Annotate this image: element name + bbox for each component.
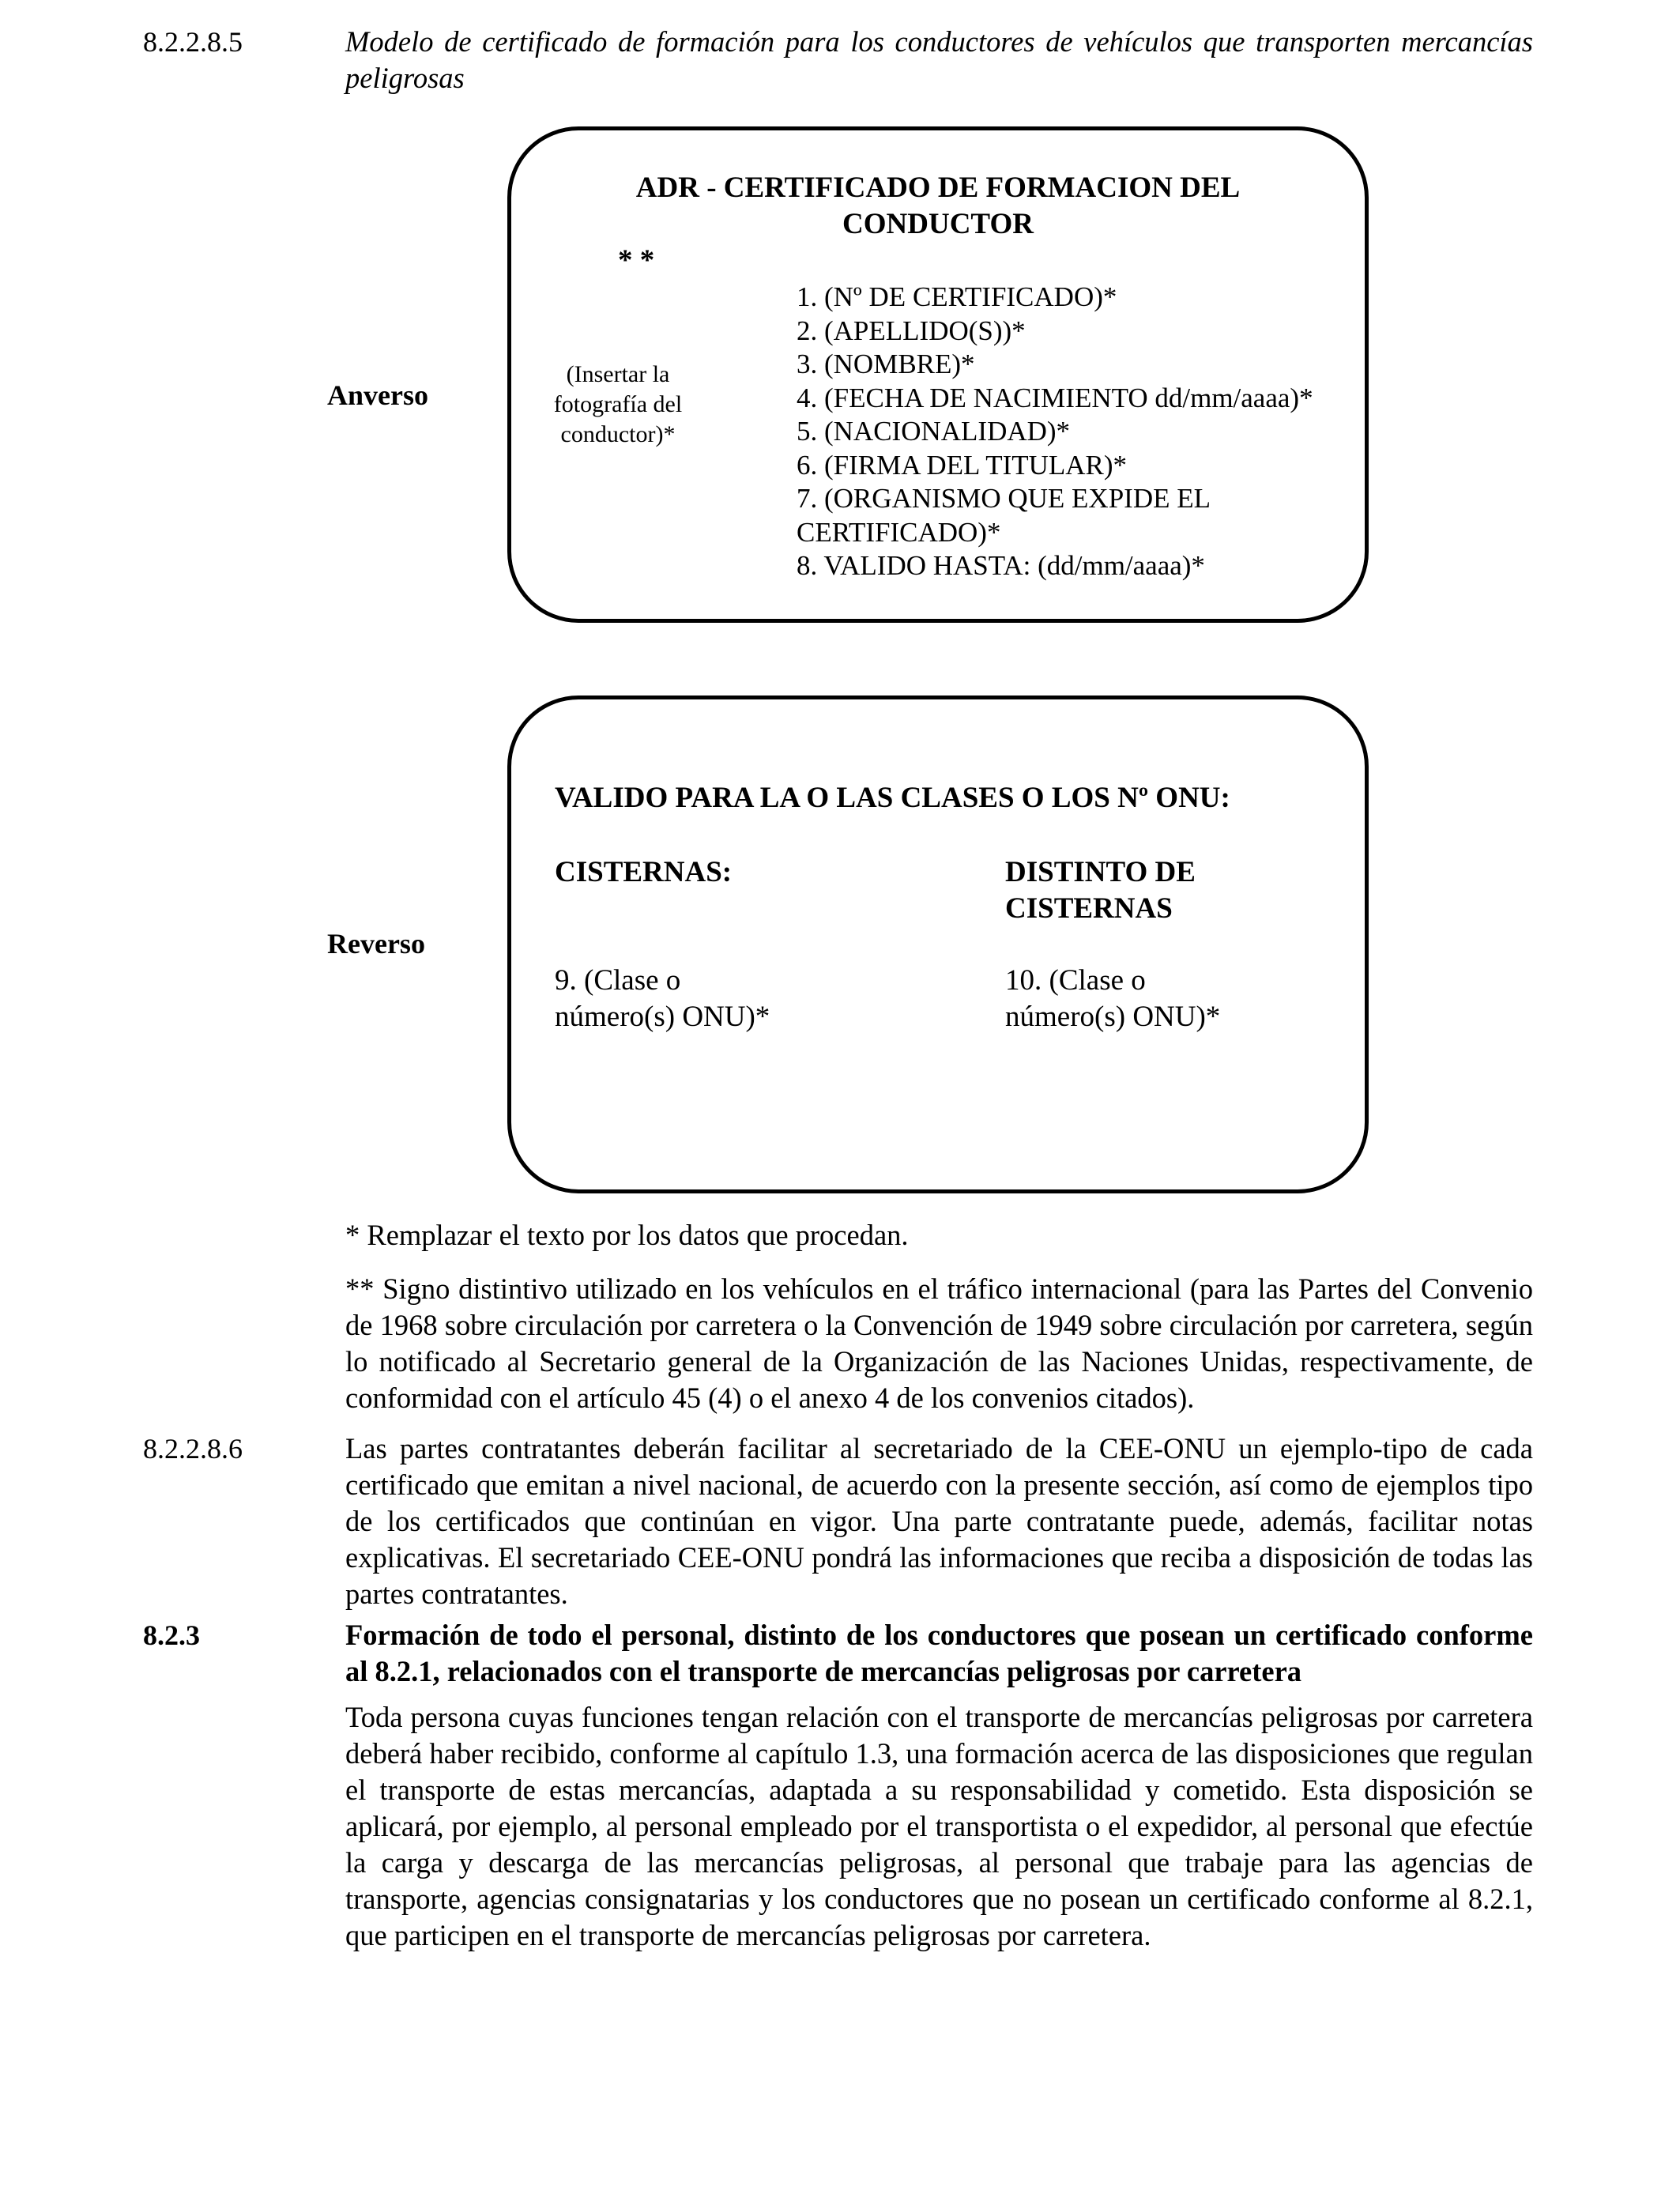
reverse-heading: VALIDO PARA LA O LAS CLASES O LOS Nº ONU: xyxy=(555,782,1230,814)
field-holder-signature: 6. (FIRMA DEL TITULAR)* xyxy=(797,449,1128,481)
note-replace-text: * Remplazar el texto por los datos que procedan. xyxy=(345,1219,909,1251)
section-number: 8.2.3 xyxy=(143,1619,200,1651)
section-number: 8.2.2.8.5 xyxy=(143,26,243,58)
certificate-front-card xyxy=(507,126,1369,623)
section-body: Las partes contratantes deberán facilitar al secretariado de la CEE-ONU un ejemplo-tipo de cada certificado que emitan a nivel nacional, de acuerdo con la presente sección, así como de ejemplos tipo de los certificados que continúan en vigor. Una parte contratante puede, además, facilitar notas explicativas. El secretariado CEE-ONU pondrá las informaciones que reciba a disposición de todas las partes contratantes. xyxy=(345,1432,1533,1610)
section-body: Toda persona cuyas funciones tengan relación con el transporte de mercancías peligrosas por carretera deberá haber recibido, conforme al capítulo 1.3, una formación acerca de las disposiciones que regulan el transporte de estas mercancías, adaptada a su responsabilidad y cometido. Esta disposición se aplicará, por ejemplo, al personal empleado por el transportista o el expedidor, al personal que efectúe la carga y descarga de las mercancías peligrosas, al personal que trabaje para las agencias de transporte, agencias consignatarias y los conductores que no posean un certificado conforme al 8.2.1, que participen en el transporte de mercancías peligrosas por carretera. xyxy=(345,1701,1533,1951)
field-issuing-body-cont: CERTIFICADO)* xyxy=(797,516,1001,548)
photo-placeholder-line3: conductor)* xyxy=(560,421,676,447)
tanks-field-line1: 9. (Clase o xyxy=(555,964,681,997)
photo-placeholder-line1: (Insertar la xyxy=(566,361,670,387)
distinctive-sign-stars: * * xyxy=(618,244,655,277)
tanks-heading: CISTERNAS: xyxy=(555,856,733,888)
non-tanks-heading-line1: DISTINTO DE xyxy=(1005,856,1196,888)
certificate-title-line2: CONDUCTOR xyxy=(842,208,1034,240)
field-birth-date: 4. (FECHA DE NACIMIENTO dd/mm/aaaa)* xyxy=(797,382,1313,413)
non-tanks-field xyxy=(1005,963,1220,1035)
tanks-field xyxy=(555,963,770,1035)
note-distinctive-sign: ** Signo distintivo utilizado en los vehículos en el tráfico internacional (para las Partes del Convenio de 1968 sobre circulación por carretera o la Convención de 1949 sobre circulación por carretera, según lo notificado al Secretario general de la Organización de las Naciones Unidas, respectivamente, de conformidad con el artículo 45 (4) o el anexo 4 de los convenios citados). xyxy=(345,1272,1533,1414)
certificate-field-list xyxy=(797,281,1350,583)
non-tanks-heading-line2: CISTERNAS xyxy=(1005,892,1173,925)
field-valid-until: 8. VALIDO HASTA: (dd/mm/aaaa)* xyxy=(797,550,1205,581)
field-surnames: 2. (APELLIDO(S))* xyxy=(797,315,1026,346)
reverso-label: Reverso xyxy=(327,928,425,959)
tanks-field-line2: número(s) ONU)* xyxy=(555,1001,770,1033)
photo-placeholder xyxy=(547,360,689,450)
anverso-label: Anverso xyxy=(327,379,428,411)
field-nationality: 5. (NACIONALIDAD)* xyxy=(797,416,1071,447)
field-name: 3. (NOMBRE)* xyxy=(797,349,975,379)
field-certificate-number: 1. (Nº DE CERTIFICADO)* xyxy=(797,281,1117,312)
section-number: 8.2.2.8.6 xyxy=(143,1433,243,1465)
non-tanks-heading xyxy=(1005,854,1196,927)
photo-placeholder-line2: fotografía del xyxy=(553,391,683,417)
certificate-title-line1: ADR - CERTIFICADO DE FORMACION DEL xyxy=(635,172,1241,204)
section-title: Formación de todo el personal, distinto de los conductores que posean un certificado conforme al 8.2.1, relacionados con el transporte de mercancías peligrosas por carretera xyxy=(345,1619,1533,1687)
non-tanks-field-line1: 10. (Clase o xyxy=(1005,964,1146,997)
field-issuing-body: 7. (ORGANISMO QUE EXPIDE EL xyxy=(797,483,1211,514)
section-title: Modelo de certificado de formación para los conductores de vehículos que transporten mercancías peligrosas xyxy=(345,25,1533,94)
certificate-back-card xyxy=(507,696,1369,1193)
non-tanks-field-line2: número(s) ONU)* xyxy=(1005,1001,1221,1033)
